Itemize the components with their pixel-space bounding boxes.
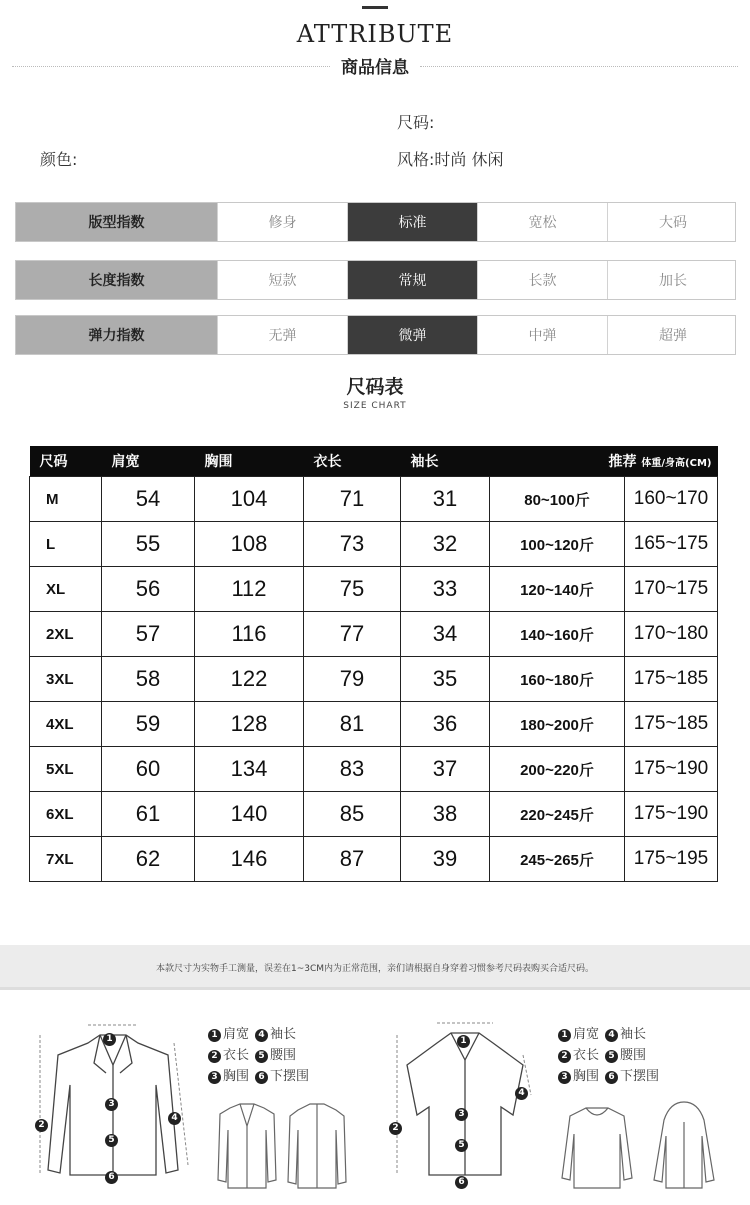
marker-2-shirt: 2: [389, 1116, 404, 1138]
table-row: [30, 792, 718, 837]
table-row: [30, 612, 718, 657]
cell-length: 79: [304, 657, 401, 702]
cell-length: 75: [304, 567, 401, 612]
marker-4-shirt: 4: [515, 1081, 530, 1103]
cell-sleeve: 36: [401, 702, 490, 747]
section-title-en: ATTRIBUTE: [296, 20, 454, 48]
table-row: [30, 567, 718, 612]
header-recommend-unit: 体重/身高(CM): [641, 458, 712, 469]
cell-height: 170~175: [625, 567, 718, 612]
header-recommend: [490, 446, 718, 477]
cell-sleeve: 32: [401, 522, 490, 567]
cell-height: 175~195: [625, 837, 718, 882]
cell-size: 2XL: [30, 612, 102, 657]
length-option-short: 短款: [218, 261, 348, 299]
size-attribute: 尺码:: [397, 113, 435, 132]
cell-chest: 140: [195, 792, 304, 837]
blazer-and-zip-jacket-icons: [210, 1100, 350, 1195]
marker-1-jacket: 1: [103, 1027, 118, 1049]
stretch-option-none: 无弹: [218, 316, 348, 354]
cell-length: 81: [304, 702, 401, 747]
marker-3-shirt: 3: [455, 1102, 470, 1124]
cell-shoulder: 59: [102, 702, 195, 747]
fit-option-standard: 标准: [348, 203, 478, 241]
cell-length: 71: [304, 477, 401, 522]
cell-length: 73: [304, 522, 401, 567]
cell-chest: 146: [195, 837, 304, 882]
cell-length: 83: [304, 747, 401, 792]
cell-length: 77: [304, 612, 401, 657]
cell-chest: 122: [195, 657, 304, 702]
sweater-and-hoodie-icons: [552, 1100, 722, 1195]
cell-shoulder: 60: [102, 747, 195, 792]
length-index-label: 长度指数: [16, 261, 218, 299]
cell-chest: 116: [195, 612, 304, 657]
cell-shoulder: 61: [102, 792, 195, 837]
fit-option-slim: 修身: [218, 203, 348, 241]
legend-right: 1 肩宽 4 袖长 2 衣长 5 腰围 3 胸围 6 下摆围: [558, 1024, 665, 1087]
length-option-long: 长款: [478, 261, 608, 299]
fit-option-plus: 大码: [659, 215, 687, 231]
header-shoulder: 肩宽: [102, 446, 195, 477]
length-option-extra-long: 加长: [659, 273, 687, 289]
size-chart-title: 尺码表: [346, 376, 404, 398]
cell-size: XL: [30, 567, 102, 612]
cell-sleeve: 34: [401, 612, 490, 657]
cell-length: 85: [304, 792, 401, 837]
cell-shoulder: 55: [102, 522, 195, 567]
style-attribute: 风格:时尚 休闲: [397, 150, 504, 169]
size-chart-subtitle: SIZE CHART: [343, 401, 407, 411]
cell-weight: 200~220斤: [490, 747, 625, 792]
cell-weight: 80~100斤: [490, 477, 625, 522]
table-row: [30, 747, 718, 792]
cell-sleeve: 39: [401, 837, 490, 882]
cell-height: 175~185: [625, 702, 718, 747]
cell-size: M: [30, 477, 102, 522]
cell-sleeve: 38: [401, 792, 490, 837]
table-row: [30, 522, 718, 567]
stretch-option-slight: 微弹: [348, 316, 478, 354]
cell-weight: 245~265斤: [490, 837, 625, 882]
header-sleeve: 袖长: [401, 446, 490, 477]
cell-size: 7XL: [30, 837, 102, 882]
cell-height: 175~190: [625, 747, 718, 792]
marker-1-shirt: 1: [457, 1029, 472, 1051]
cell-shoulder: 54: [102, 477, 195, 522]
marker-4-jacket: 4: [168, 1106, 183, 1128]
marker-5-jacket: 5: [105, 1128, 120, 1150]
cell-shoulder: 56: [102, 567, 195, 612]
marker-3-jacket: 3: [105, 1092, 120, 1114]
cell-height: 175~185: [625, 657, 718, 702]
cell-shoulder: 58: [102, 657, 195, 702]
cell-size: 4XL: [30, 702, 102, 747]
table-row: [30, 837, 718, 882]
cell-size: 5XL: [30, 747, 102, 792]
cell-weight: 180~200斤: [490, 702, 625, 747]
cell-size: L: [30, 522, 102, 567]
stretch-index-row: [15, 315, 736, 355]
cell-height: 175~190: [625, 792, 718, 837]
cell-height: 170~180: [625, 612, 718, 657]
length-index-row: [15, 260, 736, 300]
cell-chest: 112: [195, 567, 304, 612]
cell-size: 6XL: [30, 792, 102, 837]
stretch-option-medium: 中弹: [478, 316, 608, 354]
cell-height: 165~175: [625, 522, 718, 567]
cell-weight: 120~140斤: [490, 567, 625, 612]
fit-option-loose: 宽松: [478, 203, 608, 241]
table-row: [30, 702, 718, 747]
size-table-header: [30, 446, 718, 477]
section-title-cn: 商品信息: [341, 58, 409, 78]
cell-shoulder: 57: [102, 612, 195, 657]
cell-sleeve: 35: [401, 657, 490, 702]
table-row: [30, 657, 718, 702]
size-table: [29, 446, 718, 882]
stretch-option-super: 超弹: [659, 328, 687, 344]
cell-sleeve: 33: [401, 567, 490, 612]
title-accent-bar: [362, 6, 388, 9]
color-attribute: 颜色:: [40, 150, 78, 169]
cell-height: 160~170: [625, 477, 718, 522]
cell-weight: 160~180斤: [490, 657, 625, 702]
fit-index-row: [15, 202, 736, 242]
legend-left: 1 肩宽 4 袖长 2 衣长 5 腰围 3 胸围 6 下摆围: [208, 1024, 315, 1087]
cell-weight: 100~120斤: [490, 522, 625, 567]
header-length: 衣长: [304, 446, 401, 477]
fit-index-label: 版型指数: [16, 203, 218, 241]
cell-length: 87: [304, 837, 401, 882]
marker-6-jacket: 6: [105, 1165, 120, 1187]
stretch-index-label: 弹力指数: [16, 316, 218, 354]
marker-2-jacket: 2: [35, 1113, 50, 1135]
cell-chest: 134: [195, 747, 304, 792]
cell-chest: 104: [195, 477, 304, 522]
header-recommend-label: 推荐: [608, 454, 637, 470]
table-row: [30, 477, 718, 522]
cell-sleeve: 37: [401, 747, 490, 792]
header-size: 尺码: [30, 446, 102, 477]
header-chest: 胸围: [195, 446, 304, 477]
length-option-regular: 常规: [348, 261, 478, 299]
marker-5-shirt: 5: [455, 1133, 470, 1155]
cell-shoulder: 62: [102, 837, 195, 882]
cell-size: 3XL: [30, 657, 102, 702]
cell-weight: 140~160斤: [490, 612, 625, 657]
marker-6-shirt: 6: [455, 1170, 470, 1192]
measurement-note: 本款尺寸为实物手工测量，误差在1~3CM内为正常范围，亲们请根据自身穿着习惯参考尺码表购买合适尺码。: [155, 964, 595, 974]
cell-sleeve: 31: [401, 477, 490, 522]
cell-weight: 220~245斤: [490, 792, 625, 837]
cell-chest: 128: [195, 702, 304, 747]
cell-chest: 108: [195, 522, 304, 567]
